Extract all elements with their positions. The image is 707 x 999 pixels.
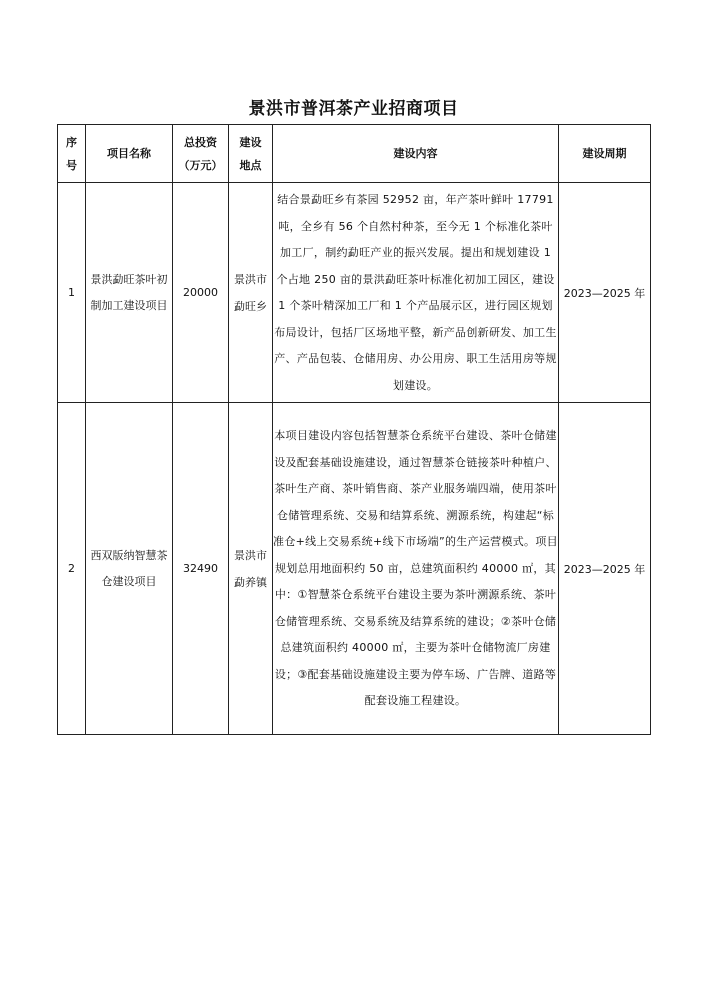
row-project-name: 西双版纳智慧茶仓建设项目 <box>86 403 173 735</box>
header-seq <box>58 125 86 183</box>
header-name: 项目名称 <box>86 125 173 183</box>
header-investment-line1: 总投资 <box>184 135 217 149</box>
page-title: 景洪市普洱茶产业招商项目 <box>248 99 459 119</box>
row-seq: 1 <box>58 183 86 403</box>
table-header-row <box>58 125 651 183</box>
header-location-line2: 地点 <box>239 158 262 172</box>
row-investment: 20000 <box>173 183 229 403</box>
header-location-line1: 建设 <box>239 135 262 149</box>
row-period: 2023—2025 年 <box>559 183 651 403</box>
row-project-name: 景洪勐旺茶叶初制加工建设项目 <box>86 183 173 403</box>
header-location <box>229 125 273 183</box>
header-period: 建设周期 <box>559 125 651 183</box>
row-content-text: 结合景勐旺乡有茶园 52952 亩，年产茶叶鲜叶 17791 吨，全乡有 56 个自然村种茶，至今无 1 个标准化茶叶加工厂，制约勐旺产业的振兴发展。提出和规划建设 1 个占地 250 亩的景洪勐旺茶叶标准化初加工园区，建设 1 个茶叶精深加工厂和 1 个产品展示区，进行园区规划布局设计，包括厂区场地平整，新产品创新研发、加工生产、产品包装、仓储用房、办公用房、职工生活用房等规划建设。 <box>274 193 557 392</box>
row-location: 景洪市勐旺乡 <box>229 183 273 403</box>
project-table <box>57 124 651 735</box>
header-seq-line2: 号 <box>66 158 77 172</box>
table-row <box>58 403 651 735</box>
header-investment-line2: （万元） <box>178 158 223 172</box>
row-location: 景洪市勐养镇 <box>229 403 273 735</box>
row-content <box>273 183 559 403</box>
row-content <box>273 403 559 735</box>
table-row <box>58 183 651 403</box>
header-content: 建设内容 <box>273 125 559 183</box>
header-seq-line1: 序 <box>66 135 77 149</box>
row-period: 2023—2025 年 <box>559 403 651 735</box>
row-seq: 2 <box>58 403 86 735</box>
row-investment: 32490 <box>173 403 229 735</box>
row-content-text: 本项目建设内容包括智慧茶仓系统平台建设、茶叶仓储建设及配套基础设施建设，通过智慧茶仓链接茶叶种植户、茶叶生产商、茶叶销售商、茶产业服务端四端，使用茶叶仓储管理系统、交易和结算系统、溯源系统，构建起“标准仓+线上交易系统+线下市场端”的生产运营模式。项目规划总用地面积约 50 亩，总建筑面积约 40000 ㎡，其中：①智慧茶仓系统平台建设主要为茶叶溯源系统、茶叶仓储管理系统、交易系统及结算系统的建设；②茶叶仓储总建筑面积约 40000 ㎡，主要为茶叶仓储物流厂房建设；③配套基础设施建设主要为停车场、广告牌、道路等配套设施工程建设。 <box>273 429 558 708</box>
header-investment <box>173 125 229 183</box>
